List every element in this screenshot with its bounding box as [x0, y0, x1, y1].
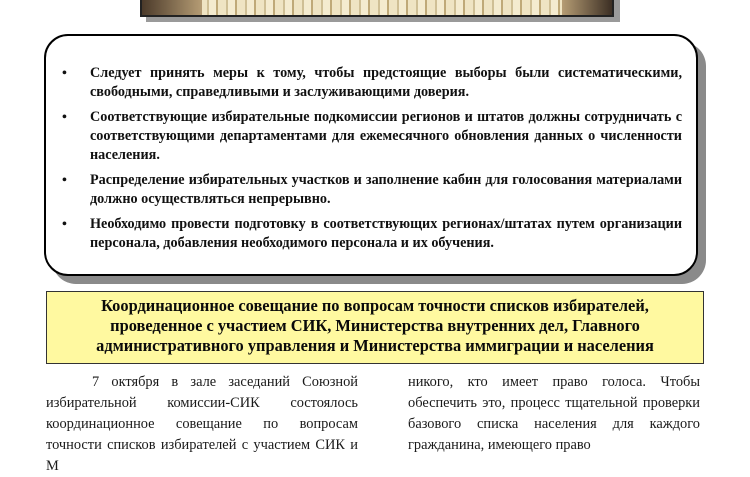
article-column-right — [408, 372, 700, 456]
headline-line: административного управления и Министерства иммиграции и населения — [96, 336, 654, 355]
recommendations-list — [62, 64, 682, 253]
headline-line: Координационное совещание по вопросам точности списков избирателей, — [101, 296, 649, 315]
meeting-photo — [140, 0, 614, 17]
recommendation-item — [62, 64, 682, 102]
recommendation-text: Следует принять меры к тому, чтобы предстоящие выборы были систематическими, свободными, справедливыми и заслуживающими доверия. — [90, 65, 682, 100]
bullet-icon: • — [62, 110, 67, 125]
recommendation-text: Соответствующие избирательные подкомиссии регионов и штатов должны сотрудничать с соответствующими департаментами для ежемесячного обновления данных о численности населения. — [90, 109, 682, 163]
photo-left-edge — [142, 0, 202, 15]
bullet-icon: • — [62, 173, 67, 188]
bullet-icon: • — [62, 217, 67, 232]
recommendation-text: Необходимо провести подготовку в соответствующих регионах/штатах путем организации персонала, добавления необходимого персонала и их обучения. — [90, 216, 682, 251]
article-column-left — [46, 372, 358, 477]
recommendations-box — [44, 34, 698, 276]
recommendation-item — [62, 171, 682, 209]
article-paragraph: 7 октября в зале заседаний Союзной избирательной комиссии-СИК состоялось координационное совещание по вопросам точности списков избирателей с участием СИК и М — [46, 374, 358, 474]
article-headline — [46, 291, 704, 364]
article-paragraph: никого, кто имеет право голоса. Чтобы обеспечить это, процесс тщательной проверки базового списка населения для каждого гражданина, имеющего право — [408, 374, 700, 453]
recommendation-item — [62, 108, 682, 165]
recommendation-text: Распределение избирательных участков и заполнение кабин для голосования материалами должно осуществляться непрерывно. — [90, 172, 682, 207]
recommendation-item — [62, 215, 682, 253]
headline-line: проведенное с участием СИК, Министерства внутренних дел, Главного — [110, 316, 640, 335]
photo-right-edge — [562, 0, 612, 15]
bullet-icon: • — [62, 66, 67, 81]
